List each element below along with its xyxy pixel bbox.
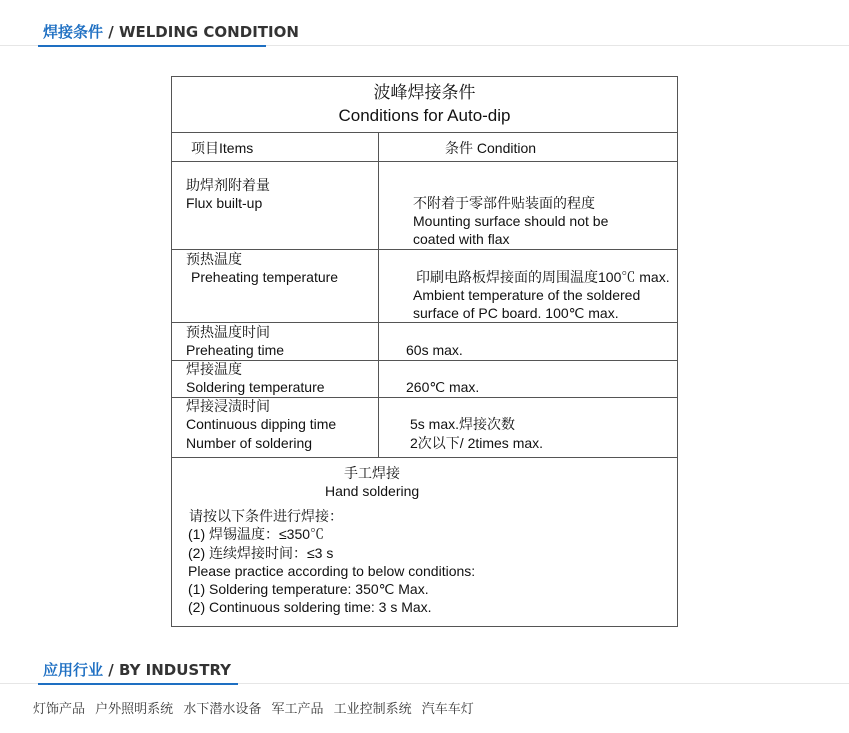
section-title	[43, 659, 231, 680]
col-header-items: 项目Items	[191, 140, 254, 156]
industry-link-automotive[interactable]: 汽车车灯	[421, 702, 474, 717]
section-title	[43, 21, 299, 42]
section-title-separator: /	[103, 23, 119, 41]
table-title-cn: 波峰焊接条件	[373, 83, 476, 102]
item-en: Preheating time	[186, 342, 285, 358]
section-title-cn: 焊接条件	[43, 23, 104, 41]
section-title-cn: 应用行业	[43, 661, 104, 679]
section-title-separator: /	[103, 661, 119, 679]
hand-soldering-line: (1) 焊锡温度：≤350℃	[188, 526, 325, 542]
hand-soldering-line: (2) 连续焊接时间：≤3 s	[188, 545, 334, 561]
table-rule	[172, 249, 677, 250]
item-en: Soldering temperature	[186, 379, 325, 395]
condition-text: 5s max.焊接次数	[410, 416, 516, 432]
industry-header	[0, 656, 849, 684]
industry-link-outdoor-lighting[interactable]: 户外照明系统	[95, 702, 174, 717]
hand-soldering-line: (1) Soldering temperature: 350℃ Max.	[188, 581, 429, 597]
item-cn: 预热温度时间	[186, 324, 270, 340]
table-rule	[172, 457, 677, 458]
item-en: Number of soldering	[186, 435, 313, 451]
industry-link-military[interactable]: 军工产品	[271, 702, 324, 717]
section-title-en: BY INDUSTRY	[118, 661, 232, 679]
header-accent-bar	[38, 45, 266, 47]
table-title-en: Conditions for Auto-dip	[338, 106, 511, 125]
table-column-rule	[378, 132, 379, 457]
item-en: Preheating temperature	[191, 269, 339, 285]
item-en: Continuous dipping time	[186, 416, 337, 432]
condition-text: 60s max.	[406, 342, 463, 358]
table-rule	[172, 161, 677, 162]
hand-soldering-line: (2) Continuous soldering time: 3 s Max.	[188, 599, 432, 615]
header-accent-bar	[38, 683, 238, 685]
condition-text: 260℃ max.	[406, 379, 480, 395]
condition-text: 印刷电路板焊接面的周围温度100℃ max.	[416, 269, 670, 285]
hand-soldering-line: 请按以下条件进行焊接：	[189, 508, 343, 524]
condition-text: surface of PC board. 100℃ max.	[413, 305, 619, 321]
item-cn: 焊接浸渍时间	[186, 398, 270, 414]
item-cn: 预热温度	[186, 251, 242, 267]
table-rule	[172, 360, 677, 361]
item-en: Flux built-up	[186, 195, 263, 211]
table-rule	[172, 132, 677, 133]
condition-text: Mounting surface should not be	[413, 213, 609, 229]
condition-text: 2次以下/ 2times max.	[410, 435, 544, 451]
condition-text: Ambient temperature of the soldered	[413, 287, 641, 303]
col-header-condition: 条件 Condition	[445, 140, 537, 156]
industry-link-lighting[interactable]: 灯饰产品	[33, 702, 86, 717]
condition-text: 不附着于零部件贴装面的程度	[413, 195, 595, 211]
welding-condition-header	[0, 18, 849, 46]
hand-soldering-title-en: Hand soldering	[325, 483, 420, 499]
industry-link-underwater[interactable]: 水下潜水设备	[183, 702, 262, 717]
welding-condition-table	[171, 76, 678, 627]
hand-soldering-title-cn: 手工焊接	[344, 465, 400, 481]
industry-link-industrial-control[interactable]: 工业控制系统	[333, 702, 412, 717]
industry-links	[33, 698, 480, 717]
hand-soldering-line: Please practice according to below conditions:	[188, 563, 476, 579]
item-cn: 焊接温度	[186, 361, 242, 377]
item-cn: 助焊剂附着量	[186, 177, 270, 193]
condition-text: coated with flax	[413, 231, 510, 247]
section-title-en: WELDING CONDITION	[118, 23, 299, 41]
